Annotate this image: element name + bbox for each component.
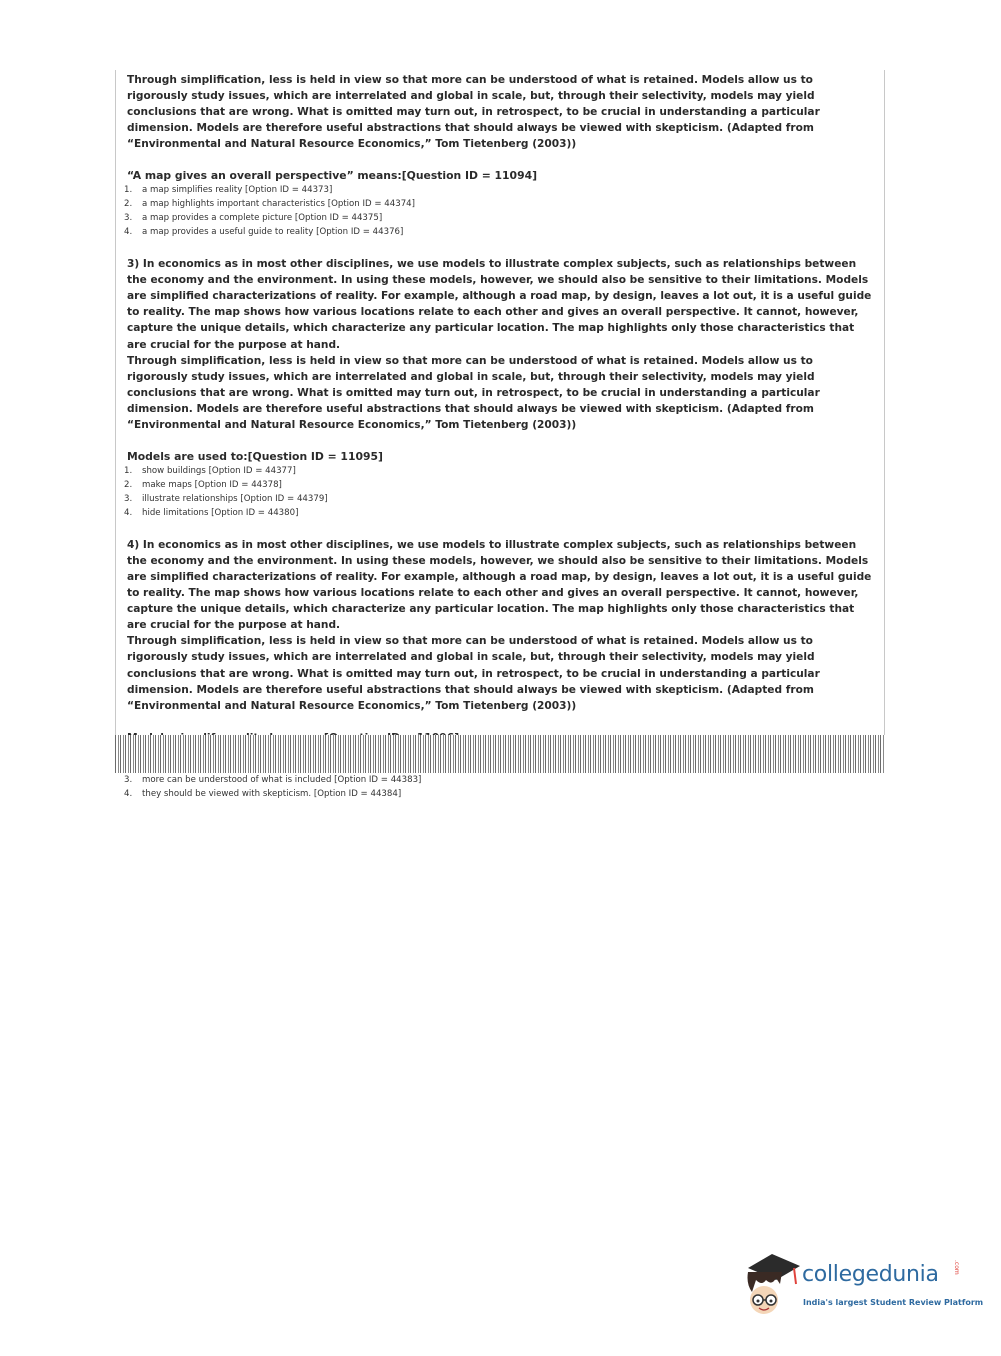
page-content xyxy=(124,72,877,801)
option-item[interactable]: 4. hide limitations [Option ID = 44380] xyxy=(124,507,299,518)
option-item[interactable]: 1. show buildings [Option ID = 44377] xyxy=(124,466,296,477)
barcode-strip xyxy=(115,735,885,773)
passage-4-paragraph-2: Through simplification, less is held in view so that more can be understood of what is retained. Models allow us to rigorously study issues, which are interrelated and global in scale, but, through their selectivity, models may yield conclusions that are wrong. What is omitted may turn out, in retrospect, to be crucial in understanding a particular dimension. Models are therefore useful abstractions that should always be viewed with skepticism. (Adapted from “Environmental and Natural Resource Economics,” Tom Tietenberg (2003)) xyxy=(127,635,820,712)
collegedunia-logo xyxy=(742,1250,984,1320)
brand-name[interactable]: collegedunia xyxy=(802,1262,939,1287)
option-item[interactable]: 3. more can be understood of what is included [Option ID = 44383] xyxy=(124,774,422,785)
passage-3-paragraph-1: 3) In economics as in most other disciplines, we use models to illustrate complex subjects, such as relationships between the economy and the environment. In using these models, however, we should also be sensitive to their limitations. Models are simplified characterizations of reality. For example, although a road map, by design, leaves a lot out, it is a useful guide to reality. The map shows how various locations relate to each other and gives an overall perspective. It cannot, however, capture the unique details, which characterize any particular location. The map highlights only those characteristics that are crucial for the purpose at hand. xyxy=(127,258,872,351)
brand-com: .com xyxy=(953,1260,960,1275)
option-item[interactable]: 4. they should be viewed with skepticism. [Option ID = 44384] xyxy=(124,788,402,799)
student-mascot-icon xyxy=(742,1250,802,1320)
intro-paragraph: Through simplification, less is held in view so that more can be understood of what is retained. Models allow us to rigorously study issues, which are interrelated and global in scale, but, through their selectivity, models may yield conclusions that are wrong. What is omitted may turn out, in retrospect, to be crucial in understanding a particular dimension. Models are therefore useful abstractions that should always be viewed with skepticism. (Adapted from “Environmental and Natural Resource Economics,” Tom Tietenberg (2003)) xyxy=(127,74,820,151)
question-3-text: Models are used to:[Question ID = 11095] xyxy=(127,450,383,464)
option-item[interactable]: 2. make maps [Option ID = 44378] xyxy=(124,480,282,491)
option-item[interactable]: 1. a map simplifies reality [Option ID = 44373] xyxy=(124,185,333,196)
question-2-options xyxy=(124,184,874,240)
question-2-text: “A map gives an overall perspective” means:[Question ID = 11094] xyxy=(127,169,538,183)
option-item[interactable]: 4. a map provides a useful guide to reality [Option ID = 44376] xyxy=(124,227,404,238)
option-item[interactable]: 3. illustrate relationships [Option ID = 44379] xyxy=(124,493,328,504)
question-3-options xyxy=(124,465,874,521)
passage-4-paragraph-1: 4) In economics as in most other disciplines, we use models to illustrate complex subjects, such as relationships between the economy and the environment. In using these models, however, we should also be sensitive to their limitations. Models are simplified characterizations of reality. For example, although a road map, by design, leaves a lot out, it is a useful guide to reality. The map shows how various locations relate to each other and gives an overall perspective. It cannot, however, capture the unique details, which characterize any particular location. The map highlights only those characteristics that are crucial for the purpose at hand. xyxy=(127,538,872,632)
option-item[interactable]: 3. a map provides a complete picture [Option ID = 44375] xyxy=(124,213,383,224)
passage-3-paragraph-2: Through simplification, less is held in view so that more can be understood of what is retained. Models allow us to rigorously study issues, which are interrelated and global in scale, but, through their selectivity, models may yield conclusions that are wrong. What is omitted may turn out, in retrospect, to be crucial in understanding a particular dimension. Models are therefore useful abstractions that should always be viewed with skepticism. (Adapted from “Environmental and Natural Resource Economics,” Tom Tietenberg (2003)) xyxy=(127,354,820,432)
option-item[interactable]: 2. a map highlights important characteristics [Option ID = 44374] xyxy=(124,199,415,210)
brand-tagline: India's largest Student Review Platform xyxy=(803,1298,984,1307)
